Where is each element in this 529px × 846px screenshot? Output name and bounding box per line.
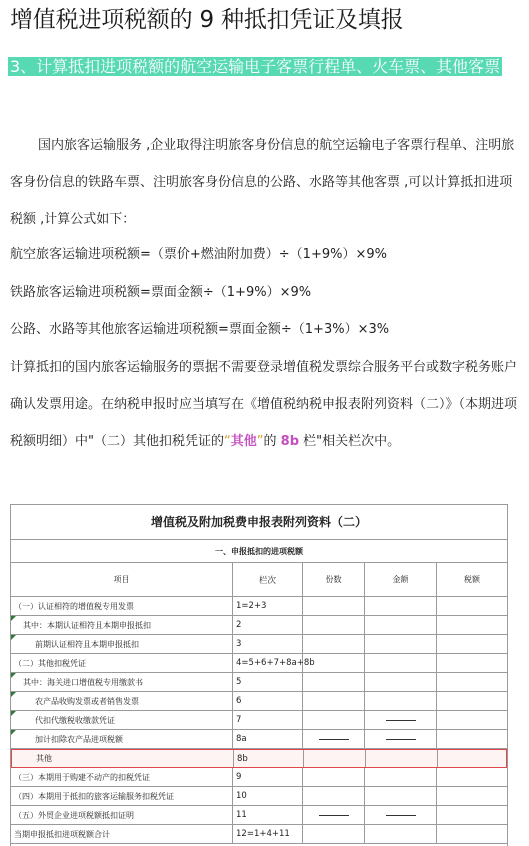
- row-item: 当期申报抵扣进项税额合计: [11, 825, 233, 843]
- row-code: 10: [233, 787, 303, 805]
- corner-marker-icon: [11, 635, 16, 640]
- table-row: [11, 730, 507, 749]
- intro-paragraph: 国内旅客运输服务 ,企业取得注明旅客身份信息的航空运输电子客票行程单、注明旅客身份信息的铁路车票、注明旅客身份信息的公路、水路等其他客票 ,可以计算抵扣进项税额 ,计算公式如下：: [10, 138, 515, 227]
- row-code: 5: [233, 673, 303, 691]
- row-item: （二）其他扣税凭证: [11, 654, 233, 672]
- row-item: 代扣代缴税收缴款凭证: [11, 711, 233, 729]
- row-code: 3: [233, 635, 303, 653]
- keyword-8b: 8b: [280, 434, 300, 449]
- table-row: [11, 692, 507, 711]
- row-item: 其他: [12, 750, 234, 767]
- table-title: 增值税及附加税费申报表附列资料（二）: [150, 515, 367, 529]
- row-item: 前期认证相符且本期申报抵扣: [11, 635, 233, 653]
- corner-marker-icon: [11, 692, 16, 697]
- row-code: 9: [233, 768, 303, 786]
- row-item: 农产品收购发票或者销售发票: [11, 692, 233, 710]
- row-item: （四）本期用于抵扣的旅客运输服务扣税凭证: [11, 787, 233, 805]
- table-row: [11, 673, 507, 692]
- formula-road-water: 公路、水路等其他旅客运输进项税额=票面金额÷（1+3%）×3%: [10, 322, 390, 337]
- table-row-highlighted: [11, 749, 507, 768]
- not-applicable-dash: [303, 730, 365, 748]
- row-code: 8b: [234, 750, 304, 767]
- quote-open: “: [223, 434, 231, 449]
- corner-marker-icon: [11, 711, 16, 716]
- filing-paragraph: [10, 349, 522, 460]
- row-item: 加计扣除农产品进项税额: [11, 730, 233, 748]
- row-item: （五）外贸企业进项税额抵扣证明: [11, 806, 233, 824]
- row-code: 4=5+6+7+8a+8b: [233, 654, 303, 672]
- header-item: 项目: [11, 563, 233, 596]
- table-header-row: [11, 563, 507, 597]
- row-item: （三）本期用于购建不动产的扣税凭证: [11, 768, 233, 786]
- keyword-other: 其他: [230, 434, 257, 449]
- filing-text: 计算抵扣的国内旅客运输服务的票据不需要登录增值税发票综合服务平台或数字税务账户确认发票用途。在纳税申报时应当填写在《增值税纳税申报表附列资料（二）》（本期进项税额明细）中"（二）其他扣税凭证的: [10, 360, 518, 449]
- page-title: 增值税进项税额的 9 种抵扣凭证及填报: [10, 7, 404, 33]
- row-code: 1=2+3: [233, 597, 303, 615]
- table-row: [11, 711, 507, 730]
- schedule-table: [10, 504, 508, 846]
- row-code: 8a: [233, 730, 303, 748]
- formula-rail: 铁路旅客运输进项税额=票面金额÷（1+9%）×9%: [10, 285, 312, 300]
- table-section-header: 一、申报抵扣的进项税额: [11, 539, 507, 563]
- table-row: [11, 616, 507, 635]
- row-code: 11: [233, 806, 303, 824]
- table-row: [11, 597, 507, 616]
- filing-end: 栏"相关栏次中。: [303, 434, 401, 449]
- section-subtitle: [8, 56, 520, 78]
- row-item: 其中：海关进口增值税专用缴款书: [11, 673, 233, 691]
- table-row: [11, 787, 507, 806]
- row-code: 2: [233, 616, 303, 634]
- filing-mid: 的: [263, 434, 277, 449]
- table-row: [11, 806, 507, 825]
- corner-marker-icon: [11, 616, 16, 621]
- not-applicable-dash: [303, 806, 365, 824]
- subtitle-text: 3、计算抵扣进项税额的航空运输电子客票行程单、火车票、其他客票: [10, 57, 501, 76]
- corner-marker-icon: [11, 673, 16, 678]
- table-row: [11, 635, 507, 654]
- quote-close: ”: [256, 434, 264, 449]
- table-row: [11, 825, 507, 844]
- not-applicable-dash: [365, 730, 437, 748]
- corner-marker-icon: [11, 730, 16, 735]
- row-code: 6: [233, 692, 303, 710]
- header-tax: 税额: [464, 575, 480, 584]
- not-applicable-dash: [365, 806, 437, 824]
- header-amount: 金额: [365, 563, 437, 596]
- formula-air: 航空旅客运输进项税额=（票价+燃油附加费）÷（1+9%）×9%: [10, 247, 387, 262]
- header-line: 栏次: [233, 563, 303, 596]
- not-applicable-dash: [365, 711, 437, 729]
- row-code: 7: [233, 711, 303, 729]
- row-item: （一）认证相符的增值税专用发票: [11, 597, 233, 615]
- row-code: 12=1+4+11: [233, 825, 303, 843]
- table-row: [11, 654, 507, 673]
- header-count: 份数: [303, 563, 365, 596]
- row-item: 其中：本期认证相符且本期申报抵扣: [11, 616, 233, 634]
- table-row: [11, 768, 507, 787]
